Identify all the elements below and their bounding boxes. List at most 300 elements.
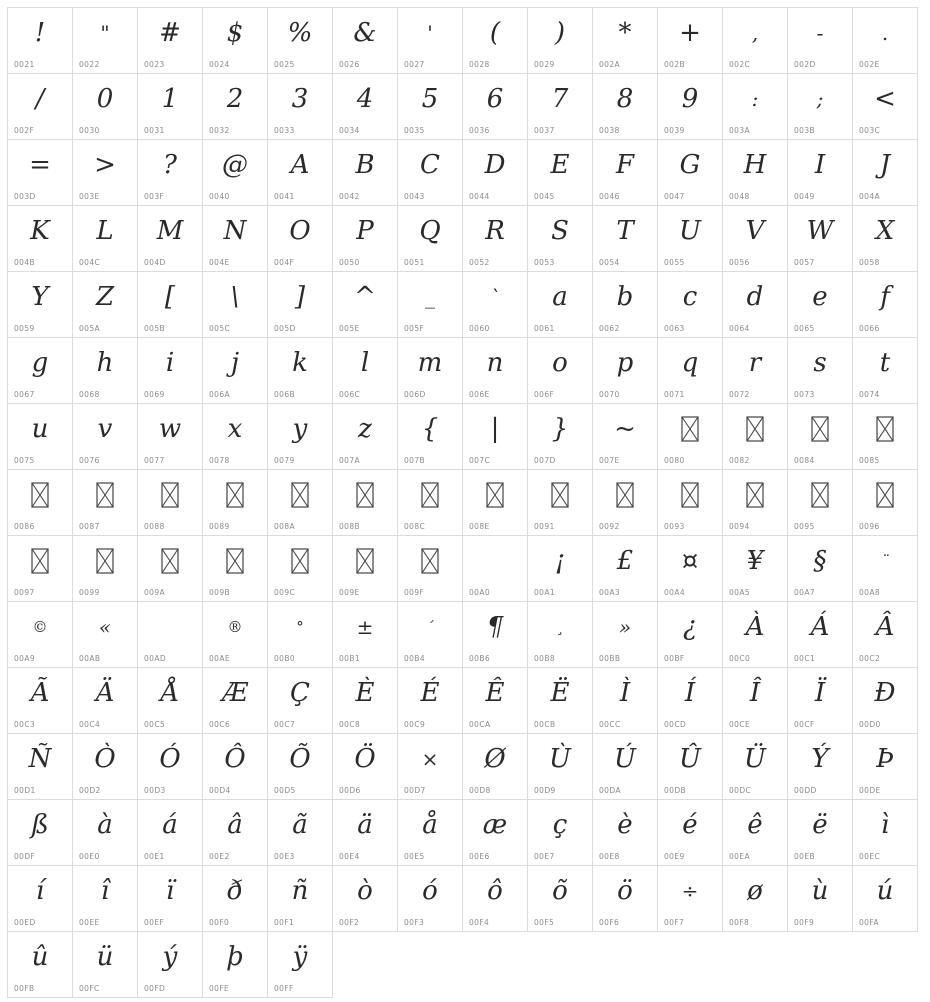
glyph-cell[interactable]	[333, 800, 398, 866]
glyph-cell[interactable]	[73, 272, 138, 338]
glyph-cell[interactable]	[398, 272, 463, 338]
glyph-cell[interactable]	[528, 800, 593, 866]
notdef-box-icon	[876, 482, 894, 508]
glyph-cell[interactable]	[853, 734, 918, 800]
glyph-character: Þ	[876, 744, 894, 774]
glyph-cell[interactable]	[73, 74, 138, 140]
glyph-codepoint: 00E0	[79, 852, 100, 861]
glyph-cell[interactable]	[73, 734, 138, 800]
notdef-box-icon	[291, 548, 309, 574]
glyph-cell[interactable]	[333, 470, 398, 536]
glyph-codepoint: 00B6	[469, 654, 491, 663]
glyph-character: Ü	[744, 744, 766, 774]
glyph-cell[interactable]	[463, 866, 528, 932]
glyph-cell[interactable]	[528, 668, 593, 734]
notdef-box-icon	[486, 482, 504, 508]
glyph-cell[interactable]	[658, 470, 723, 536]
glyph-codepoint: 0021	[14, 60, 35, 69]
glyph-cell[interactable]	[463, 668, 528, 734]
glyph-cell[interactable]	[463, 734, 528, 800]
glyph-character: ^	[354, 282, 376, 312]
glyph-cell[interactable]	[528, 866, 593, 932]
glyph-cell[interactable]	[268, 404, 333, 470]
glyph-cell[interactable]	[658, 602, 723, 668]
glyph-cell[interactable]	[333, 272, 398, 338]
glyph-cell[interactable]	[593, 602, 658, 668]
glyph-codepoint: 0073	[794, 390, 815, 399]
glyph-cell[interactable]	[333, 734, 398, 800]
glyph-character: +	[679, 18, 701, 48]
glyph-cell[interactable]	[398, 800, 463, 866]
glyph-cell[interactable]	[333, 668, 398, 734]
glyph-codepoint: 006B	[274, 390, 296, 399]
glyph-cell[interactable]	[333, 8, 398, 74]
glyph-cell[interactable]	[658, 272, 723, 338]
glyph-cell[interactable]	[528, 338, 593, 404]
glyph-cell[interactable]	[398, 536, 463, 602]
glyph-codepoint: 0065	[794, 324, 815, 333]
glyph-character: A	[290, 150, 310, 180]
glyph-codepoint: 0095	[794, 522, 815, 531]
glyph-cell[interactable]	[8, 470, 73, 536]
glyph-character: Î	[749, 678, 761, 708]
glyph-cell[interactable]	[398, 668, 463, 734]
glyph-character: á	[162, 810, 178, 840]
glyph-cell[interactable]	[853, 140, 918, 206]
glyph-codepoint: 00EE	[79, 918, 100, 927]
glyph-cell[interactable]	[593, 140, 658, 206]
glyph-cell[interactable]	[658, 668, 723, 734]
glyph-cell[interactable]	[593, 338, 658, 404]
glyph-character: }	[551, 414, 569, 444]
glyph-cell[interactable]	[8, 404, 73, 470]
glyph-cell[interactable]	[658, 404, 723, 470]
glyph-cell[interactable]	[658, 734, 723, 800]
glyph-cell[interactable]	[8, 140, 73, 206]
glyph-codepoint: 0070	[599, 390, 620, 399]
glyph-cell[interactable]	[138, 8, 203, 74]
glyph-cell[interactable]	[788, 338, 853, 404]
glyph-codepoint: 0027	[404, 60, 425, 69]
glyph-cell[interactable]	[138, 74, 203, 140]
glyph-cell[interactable]	[138, 734, 203, 800]
glyph-cell[interactable]	[203, 140, 268, 206]
glyph-character: ã	[292, 810, 308, 840]
glyph-character: Ó	[159, 744, 181, 774]
glyph-cell[interactable]	[268, 800, 333, 866]
glyph-character: d	[746, 282, 764, 312]
glyph-cell[interactable]	[463, 74, 528, 140]
glyph-cell[interactable]	[73, 932, 138, 998]
glyph-cell[interactable]	[8, 8, 73, 74]
glyph-cell[interactable]	[333, 602, 398, 668]
glyph-character: k	[292, 348, 308, 378]
glyph-cell[interactable]	[138, 866, 203, 932]
glyph-cell[interactable]	[593, 734, 658, 800]
glyph-codepoint: 0080	[664, 456, 685, 465]
glyph-cell[interactable]	[268, 338, 333, 404]
glyph-cell[interactable]	[203, 536, 268, 602]
glyph-cell[interactable]	[723, 668, 788, 734]
glyph-cell[interactable]	[658, 536, 723, 602]
glyph-cell[interactable]	[853, 338, 918, 404]
glyph-character: p	[616, 348, 634, 378]
glyph-cell[interactable]	[658, 140, 723, 206]
glyph-cell[interactable]	[268, 536, 333, 602]
glyph-cell[interactable]	[398, 206, 463, 272]
glyph-character	[463, 472, 527, 518]
glyph-cell[interactable]	[138, 272, 203, 338]
glyph-codepoint: 002C	[729, 60, 751, 69]
glyph-character: Ä	[95, 678, 115, 708]
notdef-box-icon	[746, 416, 764, 442]
glyph-cell[interactable]	[853, 74, 918, 140]
glyph-codepoint: 009B	[209, 588, 231, 597]
glyph-cell[interactable]	[138, 470, 203, 536]
glyph-cell[interactable]	[853, 668, 918, 734]
glyph-character: ê	[747, 810, 763, 840]
glyph-cell[interactable]	[463, 272, 528, 338]
glyph-cell[interactable]	[398, 140, 463, 206]
glyph-cell[interactable]	[723, 206, 788, 272]
glyph-cell[interactable]	[333, 206, 398, 272]
glyph-cell[interactable]	[528, 272, 593, 338]
glyph-codepoint: 0039	[664, 126, 685, 135]
glyph-cell[interactable]	[138, 800, 203, 866]
glyph-character: *	[618, 18, 632, 48]
glyph-codepoint: 0059	[14, 324, 35, 333]
glyph-cell[interactable]	[723, 140, 788, 206]
glyph-cell[interactable]	[203, 272, 268, 338]
glyph-codepoint: 009F	[404, 588, 425, 597]
glyph-cell[interactable]	[138, 206, 203, 272]
notdef-box-icon	[421, 482, 439, 508]
glyph-cell[interactable]	[203, 470, 268, 536]
glyph-character: ,	[751, 21, 759, 45]
glyph-cell[interactable]	[8, 272, 73, 338]
glyph-cell[interactable]	[723, 866, 788, 932]
glyph-codepoint: 00C3	[14, 720, 36, 729]
glyph-cell[interactable]	[8, 734, 73, 800]
glyph-cell[interactable]	[788, 272, 853, 338]
glyph-cell[interactable]	[463, 800, 528, 866]
glyph-codepoint: 002B	[664, 60, 686, 69]
glyph-character: L	[96, 216, 114, 246]
glyph-cell[interactable]	[788, 734, 853, 800]
glyph-character: '	[427, 21, 433, 45]
glyph-cell[interactable]	[463, 338, 528, 404]
glyph-cell[interactable]	[528, 8, 593, 74]
glyph-cell[interactable]	[8, 74, 73, 140]
glyph-cell[interactable]	[788, 206, 853, 272]
glyph-codepoint: 0091	[534, 522, 555, 531]
glyph-cell[interactable]	[788, 602, 853, 668]
glyph-cell[interactable]	[333, 536, 398, 602]
glyph-cell[interactable]	[658, 866, 723, 932]
glyph-cell[interactable]	[333, 338, 398, 404]
glyph-cell[interactable]	[268, 734, 333, 800]
glyph-cell[interactable]	[73, 866, 138, 932]
glyph-cell[interactable]	[723, 338, 788, 404]
glyph-cell[interactable]	[463, 140, 528, 206]
glyph-cell[interactable]	[8, 800, 73, 866]
glyph-codepoint: 0097	[14, 588, 35, 597]
glyph-character: é	[682, 810, 698, 840]
glyph-cell[interactable]	[203, 734, 268, 800]
glyph-cell[interactable]	[853, 272, 918, 338]
glyph-codepoint: 006D	[404, 390, 426, 399]
glyph-cell[interactable]	[333, 404, 398, 470]
glyph-cell[interactable]	[73, 404, 138, 470]
glyph-cell[interactable]	[398, 404, 463, 470]
glyph-cell[interactable]	[268, 866, 333, 932]
glyph-character: Ë	[550, 678, 570, 708]
glyph-codepoint: 0051	[404, 258, 425, 267]
glyph-cell[interactable]	[593, 470, 658, 536]
glyph-cell[interactable]	[593, 74, 658, 140]
glyph-cell[interactable]	[268, 470, 333, 536]
glyph-cell[interactable]	[398, 470, 463, 536]
glyph-character: x	[227, 414, 243, 444]
glyph-cell[interactable]	[203, 206, 268, 272]
glyph-cell[interactable]	[528, 74, 593, 140]
notdef-box-icon	[811, 416, 829, 442]
glyph-cell[interactable]	[138, 140, 203, 206]
glyph-cell[interactable]	[398, 866, 463, 932]
glyph-codepoint: 00E9	[664, 852, 685, 861]
glyph-cell[interactable]	[593, 800, 658, 866]
glyph-cell[interactable]	[8, 602, 73, 668]
glyph-cell[interactable]	[788, 800, 853, 866]
glyph-cell[interactable]	[723, 272, 788, 338]
glyph-character: -	[816, 21, 824, 45]
glyph-cell[interactable]	[398, 74, 463, 140]
glyph-codepoint: 0043	[404, 192, 425, 201]
glyph-cell[interactable]	[723, 536, 788, 602]
glyph-cell[interactable]	[138, 932, 203, 998]
glyph-character: @	[222, 150, 248, 180]
glyph-character: ï	[165, 876, 175, 906]
glyph-cell[interactable]	[333, 74, 398, 140]
glyph-cell[interactable]	[853, 470, 918, 536]
glyph-cell[interactable]	[138, 404, 203, 470]
glyph-codepoint: 0031	[144, 126, 165, 135]
glyph-cell[interactable]	[138, 338, 203, 404]
glyph-cell[interactable]	[528, 140, 593, 206]
glyph-cell[interactable]	[8, 338, 73, 404]
glyph-codepoint: 00D5	[274, 786, 296, 795]
glyph-cell[interactable]	[73, 602, 138, 668]
glyph-cell[interactable]	[723, 602, 788, 668]
glyph-cell[interactable]	[788, 140, 853, 206]
glyph-character: «	[98, 615, 112, 639]
glyph-cell[interactable]	[658, 800, 723, 866]
glyph-cell[interactable]	[788, 8, 853, 74]
glyph-cell[interactable]	[528, 470, 593, 536]
glyph-character: (	[489, 18, 501, 48]
glyph-cell[interactable]	[268, 140, 333, 206]
glyph-cell[interactable]	[398, 734, 463, 800]
glyph-cell[interactable]	[8, 668, 73, 734]
glyph-character: K	[30, 216, 50, 246]
glyph-character: Õ	[289, 744, 311, 774]
glyph-codepoint: 00D0	[859, 720, 881, 729]
glyph-cell[interactable]	[658, 206, 723, 272]
glyph-cell[interactable]	[138, 602, 203, 668]
glyph-cell[interactable]	[268, 74, 333, 140]
glyph-cell[interactable]	[528, 404, 593, 470]
glyph-cell[interactable]	[73, 338, 138, 404]
glyph-cell[interactable]	[723, 470, 788, 536]
glyph-character: l	[360, 348, 370, 378]
glyph-cell[interactable]	[658, 8, 723, 74]
glyph-cell[interactable]	[593, 536, 658, 602]
glyph-cell[interactable]	[788, 866, 853, 932]
glyph-cell[interactable]	[658, 338, 723, 404]
glyph-character: ë	[812, 810, 828, 840]
glyph-codepoint: 003F	[144, 192, 165, 201]
glyph-character	[658, 472, 722, 518]
glyph-cell[interactable]	[203, 404, 268, 470]
glyph-cell[interactable]	[853, 404, 918, 470]
glyph-cell[interactable]	[8, 206, 73, 272]
glyph-cell[interactable]	[73, 206, 138, 272]
glyph-cell[interactable]	[788, 404, 853, 470]
glyph-cell[interactable]	[203, 800, 268, 866]
glyph-character: »	[618, 615, 632, 639]
glyph-cell[interactable]	[723, 8, 788, 74]
glyph-cell[interactable]	[528, 734, 593, 800]
glyph-character: ü	[96, 942, 114, 972]
glyph-cell[interactable]	[203, 866, 268, 932]
glyph-cell[interactable]	[658, 74, 723, 140]
glyph-cell[interactable]	[788, 536, 853, 602]
glyph-character: ô	[487, 876, 503, 906]
glyph-character: .	[881, 21, 889, 45]
glyph-cell[interactable]	[853, 8, 918, 74]
glyph-cell[interactable]	[593, 206, 658, 272]
glyph-character: ä	[357, 810, 373, 840]
glyph-character: ç	[552, 810, 568, 840]
glyph-cell[interactable]	[593, 8, 658, 74]
glyph-cell[interactable]	[333, 866, 398, 932]
glyph-cell[interactable]	[853, 206, 918, 272]
glyph-cell[interactable]	[723, 734, 788, 800]
glyph-cell[interactable]	[528, 602, 593, 668]
glyph-codepoint: 00FD	[144, 984, 166, 993]
glyph-character: ò	[357, 876, 373, 906]
glyph-cell[interactable]	[398, 602, 463, 668]
glyph-codepoint: 00C0	[729, 654, 751, 663]
glyph-codepoint: 00C2	[859, 654, 881, 663]
glyph-cell[interactable]	[463, 8, 528, 74]
glyph-cell[interactable]	[203, 8, 268, 74]
glyph-cell[interactable]	[788, 668, 853, 734]
glyph-cell[interactable]	[268, 932, 333, 998]
glyph-cell[interactable]	[73, 668, 138, 734]
glyph-character: ¶	[486, 612, 504, 642]
glyph-codepoint: 00AB	[79, 654, 101, 663]
glyph-cell[interactable]	[398, 8, 463, 74]
glyph-cell[interactable]	[593, 668, 658, 734]
glyph-cell[interactable]	[268, 668, 333, 734]
glyph-cell[interactable]	[138, 668, 203, 734]
glyph-codepoint: 002D	[794, 60, 816, 69]
glyph-cell[interactable]	[463, 470, 528, 536]
glyph-cell[interactable]	[138, 536, 203, 602]
glyph-cell[interactable]	[203, 932, 268, 998]
glyph-cell[interactable]	[398, 338, 463, 404]
glyph-character: y	[292, 414, 308, 444]
glyph-cell[interactable]	[853, 536, 918, 602]
glyph-cell[interactable]	[8, 536, 73, 602]
glyph-character: o	[552, 348, 568, 378]
glyph-codepoint: 0061	[534, 324, 555, 333]
glyph-cell[interactable]	[463, 602, 528, 668]
glyph-cell[interactable]	[73, 8, 138, 74]
glyph-cell[interactable]	[788, 470, 853, 536]
glyph-cell[interactable]	[853, 800, 918, 866]
glyph-cell[interactable]	[463, 206, 528, 272]
glyph-cell[interactable]	[73, 800, 138, 866]
glyph-cell[interactable]	[593, 272, 658, 338]
glyph-cell[interactable]	[73, 536, 138, 602]
glyph-character: À	[745, 612, 765, 642]
glyph-cell[interactable]	[528, 206, 593, 272]
glyph-cell[interactable]	[268, 206, 333, 272]
glyph-cell[interactable]	[593, 404, 658, 470]
glyph-codepoint: 00FE	[209, 984, 230, 993]
glyph-cell[interactable]	[203, 668, 268, 734]
glyph-cell[interactable]	[463, 536, 528, 602]
glyph-cell[interactable]	[463, 404, 528, 470]
glyph-cell[interactable]	[788, 74, 853, 140]
glyph-cell[interactable]	[723, 800, 788, 866]
glyph-codepoint: 0034	[339, 126, 360, 135]
glyph-cell[interactable]	[203, 602, 268, 668]
glyph-cell[interactable]	[528, 536, 593, 602]
glyph-character: 6	[486, 84, 504, 114]
glyph-cell[interactable]	[268, 8, 333, 74]
glyph-character: q	[681, 348, 699, 378]
glyph-cell[interactable]	[268, 272, 333, 338]
glyph-cell[interactable]	[723, 404, 788, 470]
glyph-cell[interactable]	[333, 140, 398, 206]
glyph-cell[interactable]	[268, 602, 333, 668]
glyph-codepoint: 003D	[14, 192, 36, 201]
glyph-character: z	[358, 414, 372, 444]
glyph-cell[interactable]	[73, 470, 138, 536]
glyph-cell[interactable]	[203, 338, 268, 404]
glyph-map-grid	[7, 7, 918, 998]
glyph-cell[interactable]	[853, 602, 918, 668]
glyph-codepoint: 0042	[339, 192, 360, 201]
glyph-codepoint: 00B8	[534, 654, 556, 663]
glyph-codepoint: 00CE	[729, 720, 751, 729]
glyph-cell[interactable]	[8, 866, 73, 932]
glyph-cell[interactable]	[593, 866, 658, 932]
glyph-codepoint: 00F5	[534, 918, 555, 927]
notdef-box-icon	[356, 482, 374, 508]
glyph-codepoint: 00DD	[794, 786, 817, 795]
glyph-cell[interactable]	[203, 74, 268, 140]
glyph-character: Ã	[30, 678, 50, 708]
glyph-cell[interactable]	[8, 932, 73, 998]
glyph-cell[interactable]	[723, 74, 788, 140]
glyph-cell[interactable]	[853, 866, 918, 932]
glyph-cell[interactable]	[73, 140, 138, 206]
glyph-codepoint: 007A	[339, 456, 361, 465]
